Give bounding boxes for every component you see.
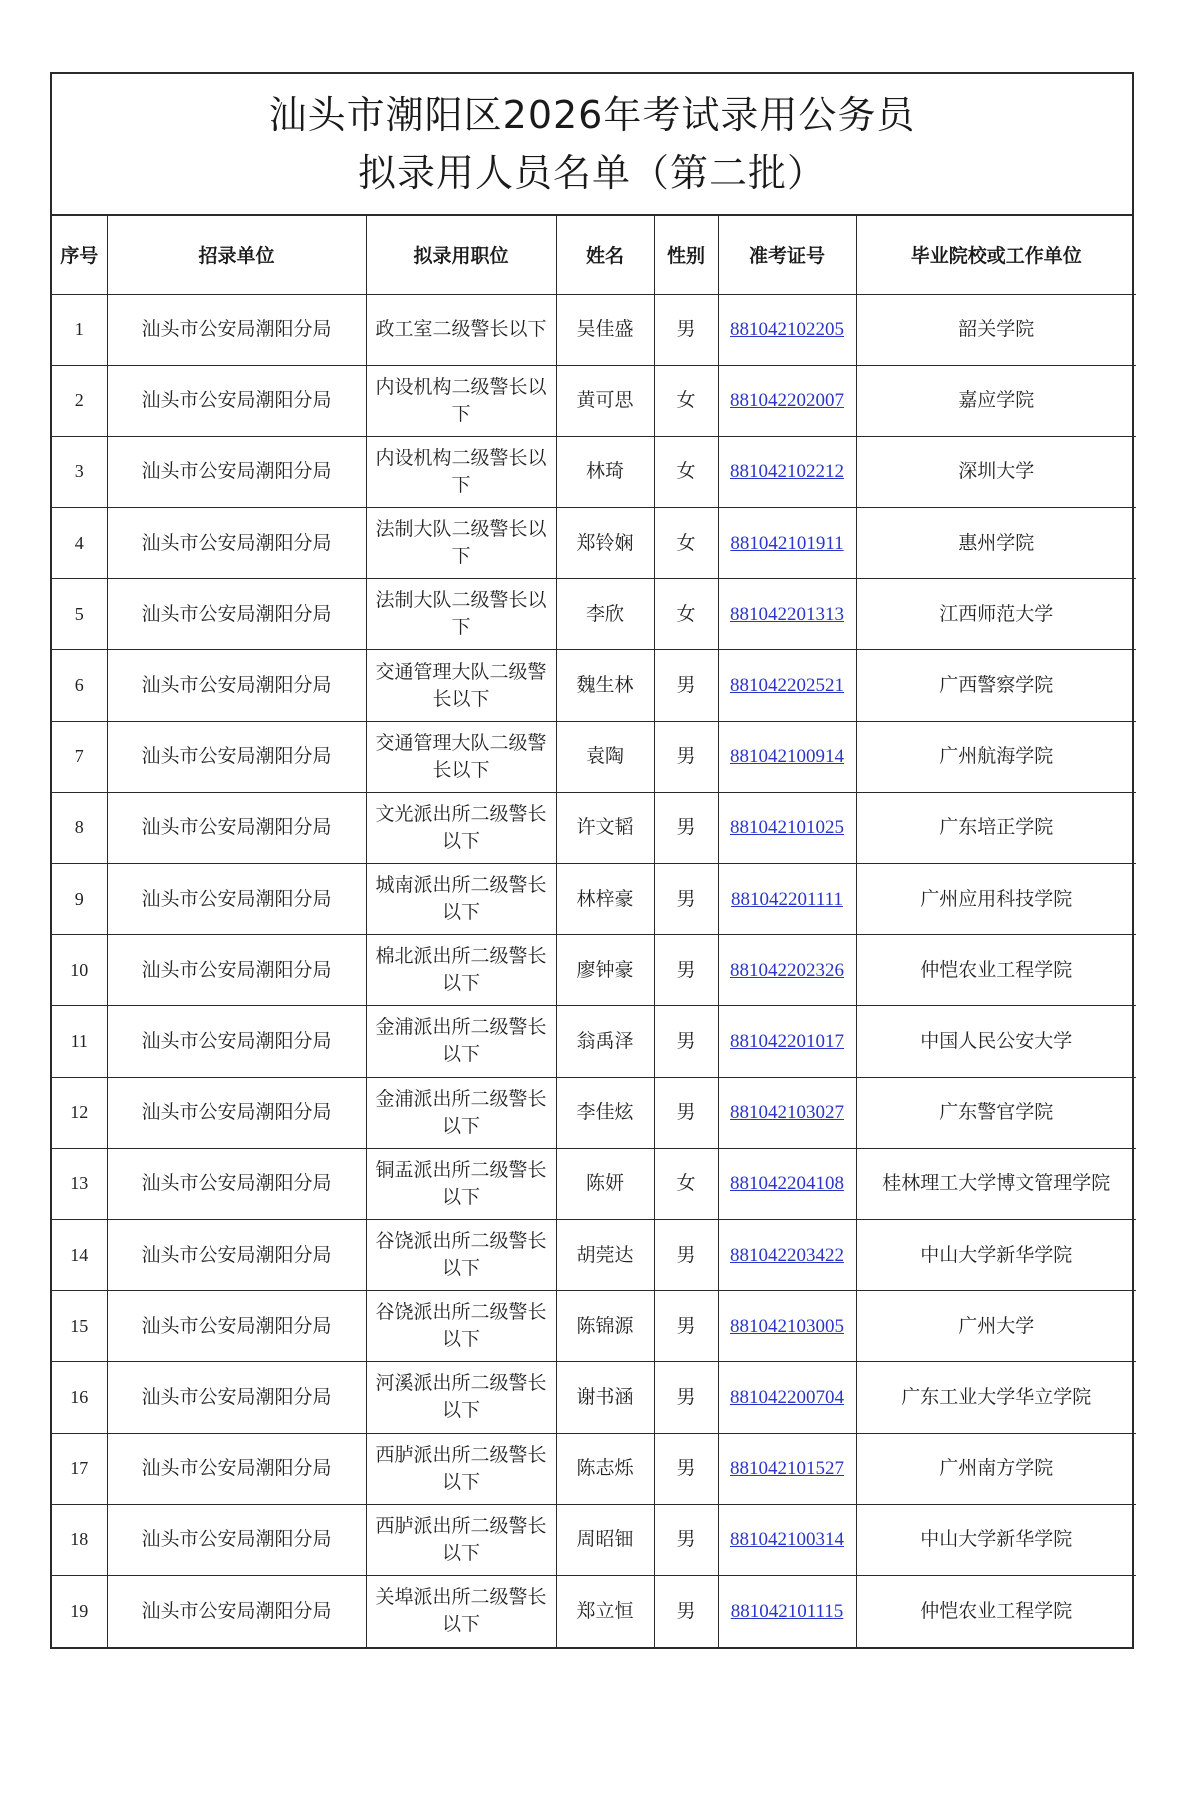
table-row (52, 365, 1136, 436)
cell-position: 河溪派出所二级警长以下 (366, 1362, 556, 1433)
cell-gender: 男 (654, 792, 718, 863)
cell-position: 棉北派出所二级警长以下 (366, 935, 556, 1006)
table-body (52, 294, 1136, 1647)
cell-gender: 男 (654, 1291, 718, 1362)
cell-school: 广州航海学院 (856, 721, 1136, 792)
table-row (52, 935, 1136, 1006)
table-row (52, 721, 1136, 792)
exam-id-link[interactable]: 881042101115 (730, 1600, 844, 1622)
cell-school: 广州应用科技学院 (856, 864, 1136, 935)
cell-school: 江西师范大学 (856, 579, 1136, 650)
cell-exam-id (718, 294, 856, 365)
cell-position: 谷饶派出所二级警长以下 (366, 1291, 556, 1362)
cell-school: 广东工业大学华立学院 (856, 1362, 1136, 1433)
title-block (52, 74, 1132, 216)
exam-id-link[interactable]: 881042103027 (730, 1102, 844, 1124)
cell-seq: 17 (52, 1433, 107, 1504)
cell-unit: 汕头市公安局潮阳分局 (107, 436, 366, 507)
cell-unit: 汕头市公安局潮阳分局 (107, 1504, 366, 1575)
cell-gender: 男 (654, 650, 718, 721)
table-header-row (52, 216, 1136, 294)
exam-id-link[interactable]: 881042201111 (731, 888, 843, 910)
exam-id-link[interactable]: 881042101527 (730, 1458, 844, 1480)
cell-seq: 15 (52, 1291, 107, 1362)
cell-seq: 19 (52, 1575, 107, 1646)
cell-name: 谢书涵 (556, 1362, 654, 1433)
cell-position: 金浦派出所二级警长以下 (366, 1077, 556, 1148)
cell-exam-id (718, 1291, 856, 1362)
cell-position: 内设机构二级警长以下 (366, 365, 556, 436)
cell-gender: 男 (654, 1362, 718, 1433)
cell-seq: 12 (52, 1077, 107, 1148)
cell-name: 魏生林 (556, 650, 654, 721)
cell-gender: 男 (654, 294, 718, 365)
cell-name: 翁禹泽 (556, 1006, 654, 1077)
cell-name: 郑立恒 (556, 1575, 654, 1646)
header-gender: 性别 (654, 216, 718, 294)
cell-seq: 4 (52, 508, 107, 579)
cell-seq: 9 (52, 864, 107, 935)
cell-school: 中山大学新华学院 (856, 1504, 1136, 1575)
exam-id-link[interactable]: 881042102212 (730, 461, 844, 483)
table-row (52, 579, 1136, 650)
cell-name: 郑铃娴 (556, 508, 654, 579)
cell-name: 陈锦源 (556, 1291, 654, 1362)
cell-position: 城南派出所二级警长以下 (366, 864, 556, 935)
cell-exam-id (718, 1504, 856, 1575)
exam-id-link[interactable]: 881042103005 (730, 1315, 844, 1337)
cell-exam-id (718, 1219, 856, 1290)
table-row (52, 436, 1136, 507)
cell-position: 金浦派出所二级警长以下 (366, 1006, 556, 1077)
cell-exam-id (718, 935, 856, 1006)
cell-gender: 女 (654, 365, 718, 436)
cell-position: 文光派出所二级警长以下 (366, 792, 556, 863)
cell-gender: 男 (654, 721, 718, 792)
cell-name: 黄可思 (556, 365, 654, 436)
cell-position: 法制大队二级警长以下 (366, 579, 556, 650)
exam-id-link[interactable]: 881042201313 (730, 603, 844, 625)
cell-seq: 16 (52, 1362, 107, 1433)
cell-seq: 5 (52, 579, 107, 650)
exam-id-link[interactable]: 881042100914 (730, 746, 844, 768)
cell-name: 周昭钿 (556, 1504, 654, 1575)
cell-exam-id (718, 1362, 856, 1433)
cell-gender: 男 (654, 1006, 718, 1077)
cell-gender: 男 (654, 935, 718, 1006)
cell-school: 广州南方学院 (856, 1433, 1136, 1504)
cell-gender: 男 (654, 864, 718, 935)
cell-exam-id (718, 650, 856, 721)
cell-position: 西胪派出所二级警长以下 (366, 1433, 556, 1504)
cell-unit: 汕头市公安局潮阳分局 (107, 1006, 366, 1077)
exam-id-link[interactable]: 881042202521 (730, 675, 844, 697)
table-row (52, 864, 1136, 935)
cell-unit: 汕头市公安局潮阳分局 (107, 1219, 366, 1290)
cell-school: 广东培正学院 (856, 792, 1136, 863)
cell-seq: 11 (52, 1006, 107, 1077)
table-row (52, 1575, 1136, 1646)
exam-id-link[interactable]: 881042101911 (730, 532, 844, 554)
table-row (52, 1077, 1136, 1148)
cell-name: 李佳炫 (556, 1077, 654, 1148)
cell-position: 交通管理大队二级警长以下 (366, 650, 556, 721)
cell-seq: 10 (52, 935, 107, 1006)
document-title-line-1: 汕头市潮阳区2026年考试录用公务员 (268, 93, 916, 137)
cell-position: 交通管理大队二级警长以下 (366, 721, 556, 792)
cell-unit: 汕头市公安局潮阳分局 (107, 864, 366, 935)
cell-name: 陈志烁 (556, 1433, 654, 1504)
cell-unit: 汕头市公安局潮阳分局 (107, 1291, 366, 1362)
cell-seq: 6 (52, 650, 107, 721)
cell-position: 政工室二级警长以下 (366, 294, 556, 365)
cell-gender: 男 (654, 1504, 718, 1575)
exam-id-link[interactable]: 881042100314 (730, 1529, 844, 1551)
cell-exam-id (718, 365, 856, 436)
cell-name: 胡莞达 (556, 1219, 654, 1290)
cell-seq: 8 (52, 792, 107, 863)
cell-unit: 汕头市公安局潮阳分局 (107, 1148, 366, 1219)
cell-school: 惠州学院 (856, 508, 1136, 579)
table-row (52, 1148, 1136, 1219)
header-name: 姓名 (556, 216, 654, 294)
header-seq: 序号 (52, 216, 107, 294)
table-row (52, 1006, 1136, 1077)
cell-position: 关埠派出所二级警长以下 (366, 1575, 556, 1646)
cell-position: 铜盂派出所二级警长以下 (366, 1148, 556, 1219)
cell-exam-id (718, 508, 856, 579)
cell-name: 吴佳盛 (556, 294, 654, 365)
cell-unit: 汕头市公安局潮阳分局 (107, 721, 366, 792)
cell-name: 许文韬 (556, 792, 654, 863)
exam-id-link[interactable]: 881042101025 (730, 817, 844, 839)
cell-name: 李欣 (556, 579, 654, 650)
exam-id-link[interactable]: 881042202326 (730, 959, 844, 981)
cell-exam-id (718, 579, 856, 650)
table-row (52, 1433, 1136, 1504)
exam-id-link[interactable]: 881042204108 (730, 1173, 844, 1195)
table-row (52, 1291, 1136, 1362)
cell-exam-id (718, 1077, 856, 1148)
cell-exam-id (718, 721, 856, 792)
cell-unit: 汕头市公安局潮阳分局 (107, 508, 366, 579)
cell-exam-id (718, 1433, 856, 1504)
cell-unit: 汕头市公安局潮阳分局 (107, 792, 366, 863)
cell-position: 西胪派出所二级警长以下 (366, 1504, 556, 1575)
cell-unit: 汕头市公安局潮阳分局 (107, 294, 366, 365)
cell-gender: 女 (654, 508, 718, 579)
table-row (52, 1362, 1136, 1433)
exam-id-link[interactable]: 881042102205 (730, 319, 844, 341)
cell-unit: 汕头市公安局潮阳分局 (107, 1077, 366, 1148)
cell-exam-id (718, 864, 856, 935)
cell-seq: 14 (52, 1219, 107, 1290)
cell-school: 嘉应学院 (856, 365, 1136, 436)
cell-seq: 7 (52, 721, 107, 792)
cell-school: 中国人民公安大学 (856, 1006, 1136, 1077)
cell-gender: 男 (654, 1219, 718, 1290)
cell-gender: 女 (654, 1148, 718, 1219)
cell-school: 广州大学 (856, 1291, 1136, 1362)
cell-school: 仲恺农业工程学院 (856, 1575, 1136, 1646)
table-row (52, 1219, 1136, 1290)
cell-exam-id (718, 1006, 856, 1077)
table-row (52, 650, 1136, 721)
cell-seq: 1 (52, 294, 107, 365)
table-row (52, 508, 1136, 579)
cell-exam-id (718, 1575, 856, 1646)
cell-seq: 2 (52, 365, 107, 436)
admission-table (52, 216, 1136, 1647)
cell-name: 林琦 (556, 436, 654, 507)
cell-gender: 女 (654, 436, 718, 507)
cell-name: 袁陶 (556, 721, 654, 792)
cell-exam-id (718, 1148, 856, 1219)
cell-unit: 汕头市公安局潮阳分局 (107, 1433, 366, 1504)
cell-position: 内设机构二级警长以下 (366, 436, 556, 507)
header-position: 拟录用职位 (366, 216, 556, 294)
cell-unit: 汕头市公安局潮阳分局 (107, 579, 366, 650)
cell-school: 桂林理工大学博文管理学院 (856, 1148, 1136, 1219)
exam-id-link[interactable]: 881042201017 (730, 1030, 844, 1052)
cell-unit: 汕头市公安局潮阳分局 (107, 935, 366, 1006)
document-sheet (50, 72, 1134, 1649)
cell-seq: 3 (52, 436, 107, 507)
cell-exam-id (718, 792, 856, 863)
cell-unit: 汕头市公安局潮阳分局 (107, 650, 366, 721)
exam-id-link[interactable]: 881042202007 (730, 390, 844, 412)
document-title-line-2: 拟录用人员名单（第二批） (357, 151, 826, 195)
cell-name: 林梓豪 (556, 864, 654, 935)
cell-gender: 女 (654, 579, 718, 650)
cell-position: 谷饶派出所二级警长以下 (366, 1219, 556, 1290)
cell-school: 仲恺农业工程学院 (856, 935, 1136, 1006)
cell-exam-id (718, 436, 856, 507)
header-school: 毕业院校或工作单位 (856, 216, 1136, 294)
cell-gender: 男 (654, 1077, 718, 1148)
cell-seq: 18 (52, 1504, 107, 1575)
table-row (52, 792, 1136, 863)
cell-school: 中山大学新华学院 (856, 1219, 1136, 1290)
cell-school: 广东警官学院 (856, 1077, 1136, 1148)
header-exam-id: 准考证号 (718, 216, 856, 294)
exam-id-link[interactable]: 881042203422 (730, 1244, 844, 1266)
table-row (52, 294, 1136, 365)
cell-school: 广西警察学院 (856, 650, 1136, 721)
cell-position: 法制大队二级警长以下 (366, 508, 556, 579)
table-row (52, 1504, 1136, 1575)
cell-unit: 汕头市公安局潮阳分局 (107, 1362, 366, 1433)
header-unit: 招录单位 (107, 216, 366, 294)
cell-unit: 汕头市公安局潮阳分局 (107, 365, 366, 436)
cell-seq: 13 (52, 1148, 107, 1219)
cell-gender: 男 (654, 1575, 718, 1646)
cell-school: 韶关学院 (856, 294, 1136, 365)
exam-id-link[interactable]: 881042200704 (730, 1386, 844, 1408)
cell-unit: 汕头市公安局潮阳分局 (107, 1575, 366, 1646)
cell-name: 廖钟豪 (556, 935, 654, 1006)
cell-gender: 男 (654, 1433, 718, 1504)
cell-name: 陈妍 (556, 1148, 654, 1219)
cell-school: 深圳大学 (856, 436, 1136, 507)
